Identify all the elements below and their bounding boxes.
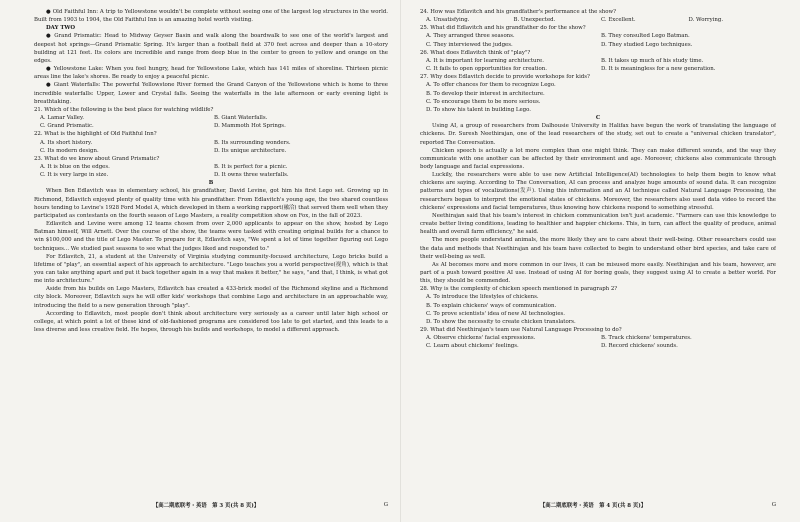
para-old-faithful-inn: ● Old Faithful Inn: A trip to Yellowstone wouldn't be complete without seeing one of the largest log structures in the world. Built from 1903 to 1904, the Old Faithful Inn is an amazing hotel worth visiting. (34, 9, 388, 24)
page-3-footer (34, 500, 388, 510)
option: B. Unexpected. (513, 17, 556, 24)
question-22: 22. What is the highlight of Old Faithful Inn? (34, 131, 157, 138)
passage-b-para-4: Aside from his builds on Lego Masters, Edlavitch has created a 433-brick model of the Richmond skyline and a Richmond city block. Moreover, Edlavitch says he will offer kids' workshops that combine Lego and architecture in an approachable way, introducing the field to a new generation through "play". (34, 286, 388, 309)
page-4-footer (420, 500, 776, 510)
option: A. Lamar Valley. (40, 115, 85, 122)
option: C. To prove scientists' idea of new AI technologies. (426, 310, 566, 317)
passage-b-para-5: According to Edlavitch, most people don't think about architecture very seriously as a career until later high school or college, at which point a lot of these kind of old-fashioned programs are considered too late to get started, and this leads to a less diverse and less creative field. He hopes, through his builds and workshops, to model a different approach. (34, 310, 388, 334)
passage-c-para-4: Neethirajan said that his team's interest in chicken communication isn't just academic. "Farmers can use this knowledge to create better living conditions, leading to healthier and happier chickens. This, in turn, can affect the quality of produce, animal health and overall farm efficiency," he said. (420, 212, 776, 236)
option: B. Giant Waterfalls. (214, 115, 268, 122)
footer-mark: G (383, 502, 388, 508)
para-giant-waterfalls: ● Giant Waterfalls: The powerful Yellowstone River formed the Grand Canyon of the Yellowstone which is home to three incredible waterfalls: Upper, Lower and Crystal falls. Seeing the waterfalls in the late afternoon or early evening light is breathtaking. (34, 82, 388, 105)
option: D. To show his talent in building Lego. (426, 106, 532, 113)
passage-b-para-2: Edlavitch and Levine were among 12 teams chosen from over 2,000 applicants to appear on the show, hosted by Lego Batman himself, Will Arnett. Over the course of the show, the teams were tasked with creating original builds for a chance to win $100,000 and the title of Lego Master. To prepare for it, Edlavitch says, "We spent a lot of time together figuring out Lego techniques... We studied past seasons to see what the judges liked and responded to." (34, 221, 388, 252)
option: A. They arranged three seasons. (426, 33, 515, 40)
question-23: 23. What do we know about Grand Prismatic? (34, 155, 160, 162)
section-c-heading: C (595, 115, 601, 122)
passage-c-para-2: Chicken speech is actually a lot more complex than one might think. They can make different sounds, and the way they communicate with one another can be affected by their environment and age. Moreover, chickens also communicate through body language and facial expressions. (420, 147, 776, 170)
day-two-heading: DAY TWO (46, 25, 76, 32)
option: B. It is perfect for a picnic. (214, 163, 288, 170)
question-25: 25. What did Edlavitch and his grandfather do for the show? (420, 25, 586, 32)
question-22-options (34, 139, 388, 155)
option: A. Unsatisfying. (426, 17, 470, 24)
option: A. It is blue on the edges. (40, 163, 110, 170)
passage-c-para-6: As AI becomes more and more common in our lives, it can be misused more easily. Neethirajan and his team, however, are part of a push toward positive AI use. Instead of using AI for boring goals, they suggest using AI to create a better world. For this, they should be commended. (420, 261, 776, 285)
option: C. Its modern design. (40, 147, 99, 154)
question-24-options (420, 16, 776, 24)
page-fold-divider (400, 0, 401, 522)
option: C. Grand Prismatic. (40, 123, 94, 130)
option: D. Record chickens' sounds. (601, 343, 678, 350)
passage-c-para-3: Luckily, the researchers were able to use new Artificial Intelligence(AI) technologies to help them begin to know what chickens are saying. According to The Conversation, AI can process and analyze huge amounts of sound data. It can recognize patterns and types of vocalizations(发声). Using this information and an AI technique called Natural Language Processing, the researchers began to interpret the emotional states of chickens. Moreover, the researchers also used data video to record the chickens' expressions and facial temperatures, thus knowing how chickens respond to something stressful. (420, 172, 776, 211)
option: D. Its unique architecture. (214, 147, 287, 154)
option: C. It fails to open opportunities for creation. (426, 66, 547, 73)
passage-b-para-3: For Edlavitch, 21, a student at the University of Virginia studying community-focused architecture, Lego bricks build a lifetime of "play", an essential aspect of his approach to architecture. "Lego teaches you a world perspective(视角), which is that you can take anything apart and put it back together again in a way that makes it better," he says, "and that, I think, is what got me into architecture." (34, 253, 388, 285)
option: A. It is important for learning architecture. (426, 57, 544, 64)
page-4 (420, 8, 776, 514)
passage-c-para-1: Using AI, a group of researchers from Dalhousie University in Halifax have begun the work of translating the language of chickens. Dr. Suresh Neethirajan, one of the lead researchers of the study, set out to create a "universal chicken translator", reported The Conversation. (420, 123, 776, 146)
question-25-options (420, 32, 776, 48)
question-26: 26. What does Edlavitch think of "play"? (420, 49, 531, 56)
para-yellowstone-lake: ● Yellowstone Lake: When you feel hungry, head for Yellowstone Lake, which has 141 miles of shoreline. Thirteen picnic areas line the lake's shores. Be ready to enjoy a peaceful picnic. (34, 66, 388, 81)
option: A. To offer chances for them to recognize Lego. (426, 82, 556, 89)
option: A. Observe chickens' facial expressions. (426, 335, 536, 342)
question-23-options (34, 163, 388, 179)
footer-mark: G (771, 502, 776, 508)
option: C. It is very large in size. (40, 172, 109, 179)
option: D. It is meaningless for a new generation. (601, 66, 716, 73)
option: C. Excellent. (601, 17, 636, 24)
option: C. To encourage them to be more serious. (426, 98, 541, 105)
question-27-options (420, 81, 776, 114)
passage-c-para-5: The more people understand animals, the more likely they are to care about their well-being. Other researchers could use the data and methods that Neethirajan and his team have collected to begin to understand other bird species, and take care of their well-being as well. (420, 237, 776, 260)
footer-label: 【高二期底联考・英语 第 4 页(共 8 页)】 (539, 503, 647, 509)
passage-b-para-1: When Ben Edlavitch was in elementary school, his grandfather, David Levine, got him his first Lego set. Growing up in Richmond, Edlavitch enjoyed plenty of quality time with his grandfather. From Edlavitch's young age, the two shared countless hours tending to Levine's 1928 Ford Model A, which developed in them a working rapport(融洽) that served them well when they participated as contestants on the fourth season of Lego Masters, a reality competition show on Fox, in the fall of 2023. (34, 188, 388, 219)
option: B. Track chickens' temperatures. (601, 335, 692, 342)
question-28-options (420, 293, 776, 326)
page-3 (34, 8, 388, 514)
question-27: 27. Why does Edlavitch decide to provide workshops for kids? (420, 74, 590, 81)
option: A. Its short history. (40, 139, 93, 146)
question-21-options (34, 114, 388, 130)
option: B. They consulted Lego Batman. (601, 33, 690, 40)
option: C. They interviewed the judges. (426, 41, 513, 48)
section-b-heading: B (208, 180, 214, 187)
question-28: 28. Why is the complexity of chicken speech mentioned in paragraph 2? (420, 286, 618, 293)
footer-label: 【高二期底联考・英语 第 3 页(共 8 页)】 (152, 503, 260, 509)
question-21: 21. Which of the following is the best place for watching wildlife? (34, 106, 214, 113)
option: C. Learn about chickens' feelings. (426, 343, 519, 350)
option: B. It takes up much of his study time. (601, 57, 704, 64)
option: D. Mammoth Hot Springs. (214, 123, 286, 130)
question-26-options (420, 57, 776, 73)
option: A. To introduce the lifestyles of chickens. (426, 294, 539, 301)
option: B. Its surrounding wonders. (214, 139, 291, 146)
option: D. Worrying. (688, 17, 724, 24)
question-29: 29. What did Neethirajan's team use Natural Language Processing to do? (420, 327, 622, 334)
para-grand-prismatic: ● Grand Prismatic: Head to Midway Geyser Basin and walk along the boardwalk to see one of the world's largest and deepest hot springs—Grand Prismatic Spring. It's larger than a football field at 370 feet across and deeper than a 10-story building at 121 feet. Its colors are incredible and range from deep blue in the center to green to yellow and orange on the edges. (34, 33, 388, 64)
option: B. To develop their interest in architecture. (426, 90, 545, 97)
option: D. They studied Lego techniques. (601, 41, 693, 48)
option: D. It owns three waterfalls. (214, 172, 289, 179)
question-29-options (420, 334, 776, 350)
question-24: 24. How was Edlavitch and his grandfather's performance at the show? (420, 9, 616, 15)
option: D. To show the necessity to create chicken translators. (426, 318, 576, 325)
option: B. To explain chickens' ways of communication. (426, 302, 557, 309)
